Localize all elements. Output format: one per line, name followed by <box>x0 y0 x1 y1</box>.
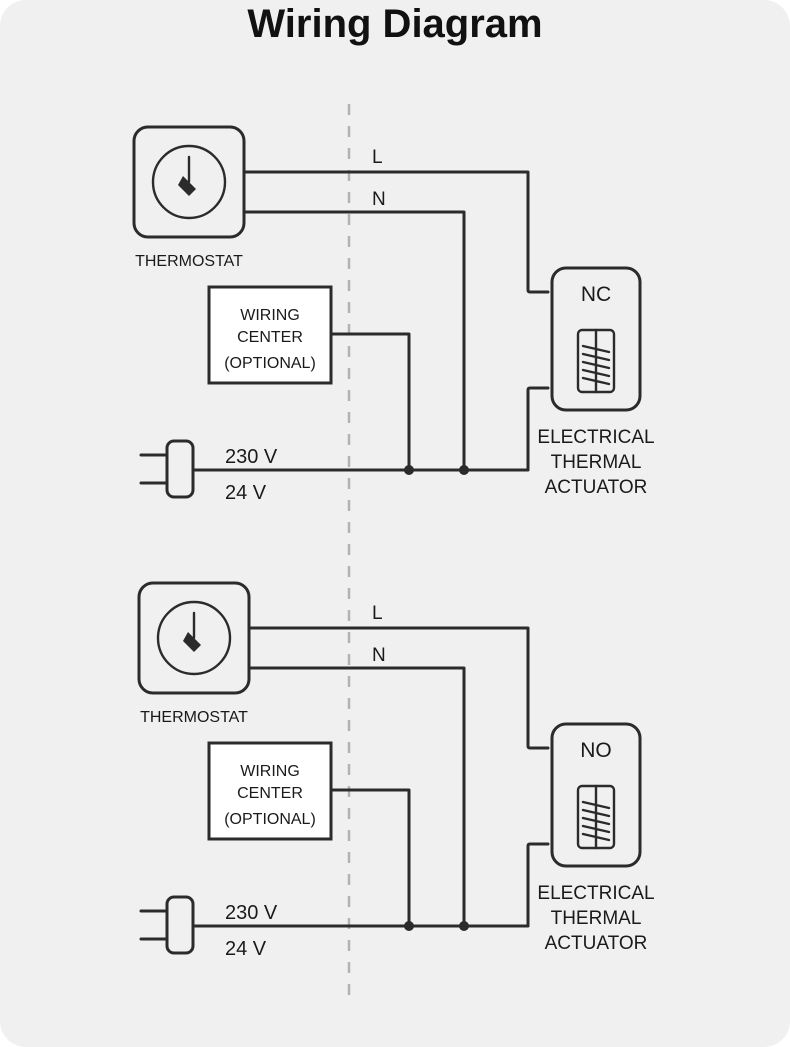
wire-label-live: L <box>372 147 383 168</box>
actuator-label-line-2: THERMAL <box>550 452 642 473</box>
wiring-center-nc <box>209 287 331 383</box>
wire-label-neutral: N <box>372 645 386 666</box>
power-plug-no <box>141 897 193 953</box>
wiring-center-line-3: (OPTIONAL) <box>224 355 316 372</box>
plug-body <box>167 441 193 497</box>
wire-wiring-center-output <box>331 334 409 470</box>
supply-label-primary: 230 V <box>225 902 278 924</box>
diagram-no <box>139 583 655 960</box>
wire-wiring-center-output <box>331 790 409 926</box>
supply-label-secondary: 24 V <box>225 482 267 504</box>
actuator-label-line-2: THERMAL <box>550 908 642 929</box>
wiring-center-no <box>209 743 331 839</box>
wiring-center-line-3: (OPTIONAL) <box>224 811 316 828</box>
wiring-center-line-1: WIRING <box>240 763 300 780</box>
junction-node <box>404 921 414 931</box>
wire-label-neutral: N <box>372 189 386 210</box>
wire-label-live: L <box>372 603 383 624</box>
actuator-label-line-1: ELECTRICAL <box>537 427 655 448</box>
actuator-nc <box>552 268 640 410</box>
wire-live <box>249 628 548 748</box>
thermostat-label: THERMOSTAT <box>135 253 243 270</box>
wire-live <box>244 172 548 292</box>
page-title: Wiring Diagram <box>247 2 543 46</box>
supply-label-secondary: 24 V <box>225 938 267 960</box>
junction-node <box>404 465 414 475</box>
junction-node <box>459 921 469 931</box>
thermostat-label: THERMOSTAT <box>140 709 248 726</box>
actuator-contact-type: NC <box>580 283 612 306</box>
wiring-center-line-1: WIRING <box>240 307 300 324</box>
actuator-label-line-3: ACTUATOR <box>544 933 648 954</box>
plug-body <box>167 897 193 953</box>
actuator-label-line-1: ELECTRICAL <box>537 883 655 904</box>
wiring-center-line-2: CENTER <box>237 329 303 346</box>
actuator-no <box>552 724 640 866</box>
thermostat-nc <box>134 127 244 237</box>
junction-node <box>459 465 469 475</box>
power-plug-nc <box>141 441 193 497</box>
wiring-center-line-2: CENTER <box>237 785 303 802</box>
actuator-contact-type: NO <box>580 739 612 762</box>
actuator-label-line-3: ACTUATOR <box>544 477 648 498</box>
supply-label-primary: 230 V <box>225 446 278 468</box>
thermostat-no <box>139 583 249 693</box>
